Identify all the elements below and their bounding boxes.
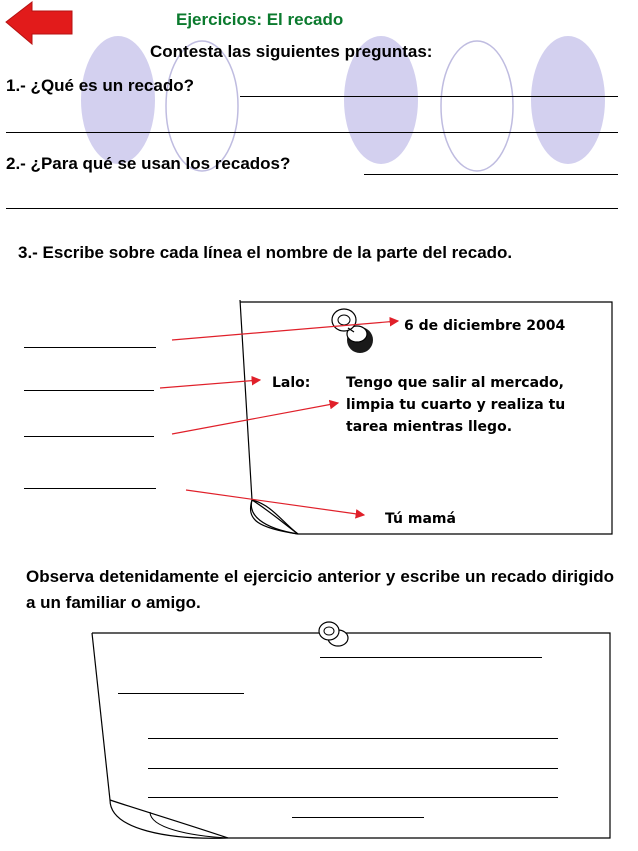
note-date: 6 de diciembre 2004 <box>404 318 566 334</box>
note-body-line-2: limpia tu cuarto y realiza tu <box>346 397 566 413</box>
write-recipient-line[interactable] <box>118 693 244 694</box>
question-1: 1.- ¿Qué es un recado? <box>6 76 194 95</box>
page-title: Ejercicios: El recado <box>176 10 344 29</box>
note-body-line-3: tarea mientras llego. <box>346 419 513 435</box>
question-2: 2.- ¿Para qué se usan los recados? <box>6 154 291 173</box>
pushpin-icon <box>316 620 356 654</box>
write-body-line-3[interactable] <box>148 797 558 798</box>
exercise-4-instruction: Observa detenidamente el ejercicio anterior y escribe un recado dirigido a un familiar o amigo. <box>26 567 614 612</box>
exercise-3-instruction: 3.- Escribe sobre cada línea el nombre de la parte del recado. <box>18 243 513 262</box>
note-body-line-1: Tengo que salir al mercado, <box>346 375 564 391</box>
write-signature-line[interactable] <box>292 817 424 818</box>
write-date-line[interactable] <box>320 657 542 658</box>
note-recipient: Lalo: <box>272 375 311 391</box>
instruction: Contesta las siguientes preguntas: <box>150 42 433 61</box>
write-body-line-1[interactable] <box>148 738 558 739</box>
note-signature: Tú mamá <box>385 511 456 527</box>
write-body-line-2[interactable] <box>148 768 558 769</box>
